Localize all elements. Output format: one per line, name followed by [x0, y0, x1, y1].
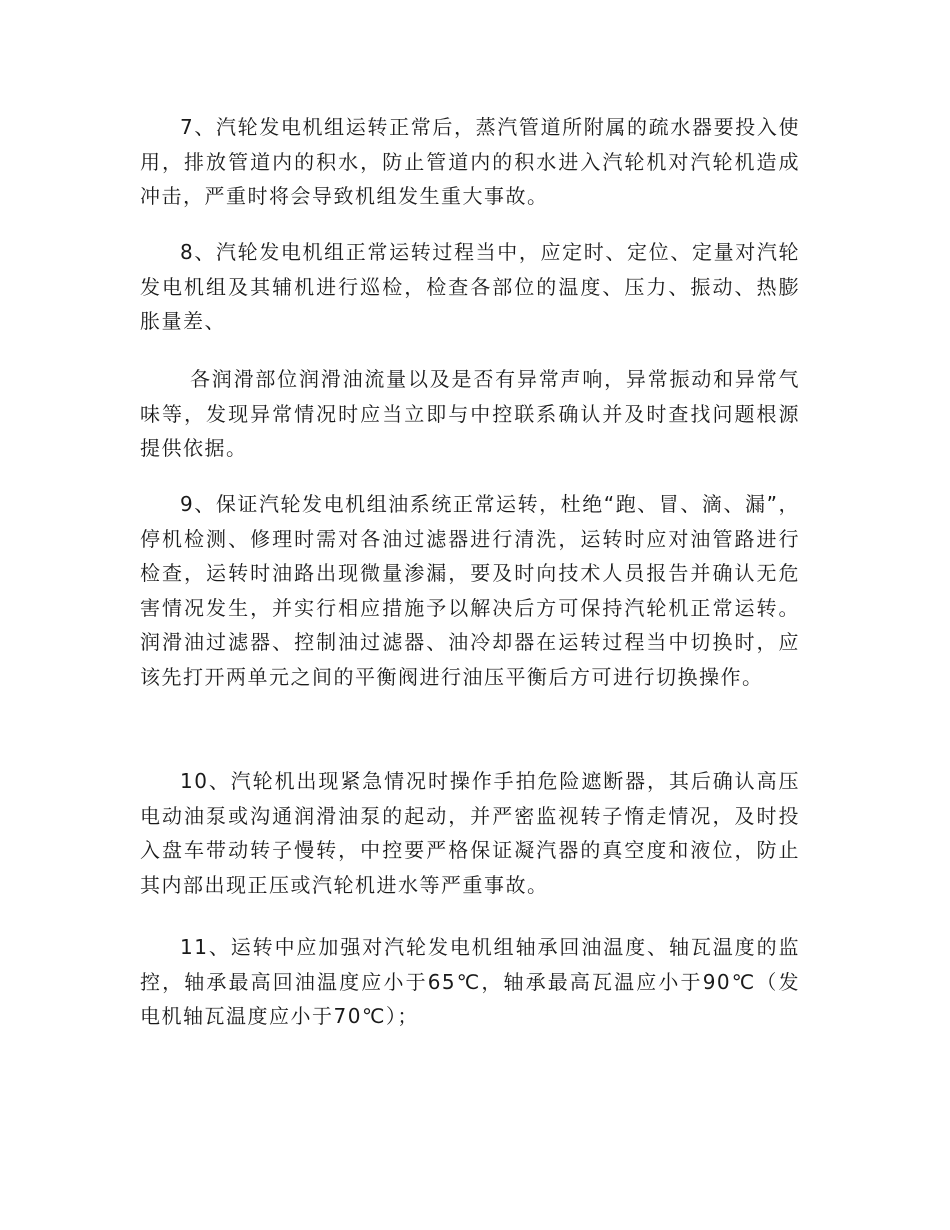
paragraph-item-10: 10、汽轮机出现紧急情况时操作手拍危险遮断器，其后确认高压电动油泵或沟通润滑油泵的起动，并严密监视转子惰走情况，及时投入盘车带动转子慢转，中控要严格保证凝汽器的真空度和液位，防止其内部出现正压或汽轮机进水等严重事故。	[140, 769, 800, 897]
paragraph-item-9: 9、保证汽轮发电机组油系统正常运转，杜绝“跑、冒、滴、漏”，停机检测、修理时需对各油过滤器进行清洗，运转时应对油管路进行检查，运转时油路出现微量渗漏，要及时向技术人员报告并确认无危害情况发生，并实行相应措施予以解决后方可保持汽轮机正常运转。润滑油过滤器、控制油过滤器、油冷却器在运转过程当中切换时，应该先打开两单元之间的平衡阀进行油压平衡后方可进行切换操作。	[140, 492, 800, 689]
paragraph-item-11: 11、运转中应加强对汽轮发电机组轴承回油温度、轴瓦温度的监控，轴承最高回油温度应小于65℃，轴承最高瓦温应小于90℃（发电机轴瓦温度应小于70℃）；	[140, 935, 800, 1028]
paragraph-item-8: 8、汽轮发电机组正常运转过程当中，应定时、定位、定量对汽轮发电机组及其辅机进行巡检，检查各部位的温度、压力、振动、热膨胀量差、	[140, 240, 800, 333]
paragraph-item-8-continued: 各润滑部位润滑油流量以及是否有异常声响，异常振动和异常气味等，发现异常情况时应当立即与中控联系确认并及时查找问题根源提供依据。	[140, 367, 800, 460]
paragraph-item-7: 7、汽轮发电机组运转正常后，蒸汽管道所附属的疏水器要投入使用，排放管道内的积水，防止管道内的积水进入汽轮机对汽轮机造成冲击，严重时将会导致机组发生重大事故。	[140, 115, 800, 208]
